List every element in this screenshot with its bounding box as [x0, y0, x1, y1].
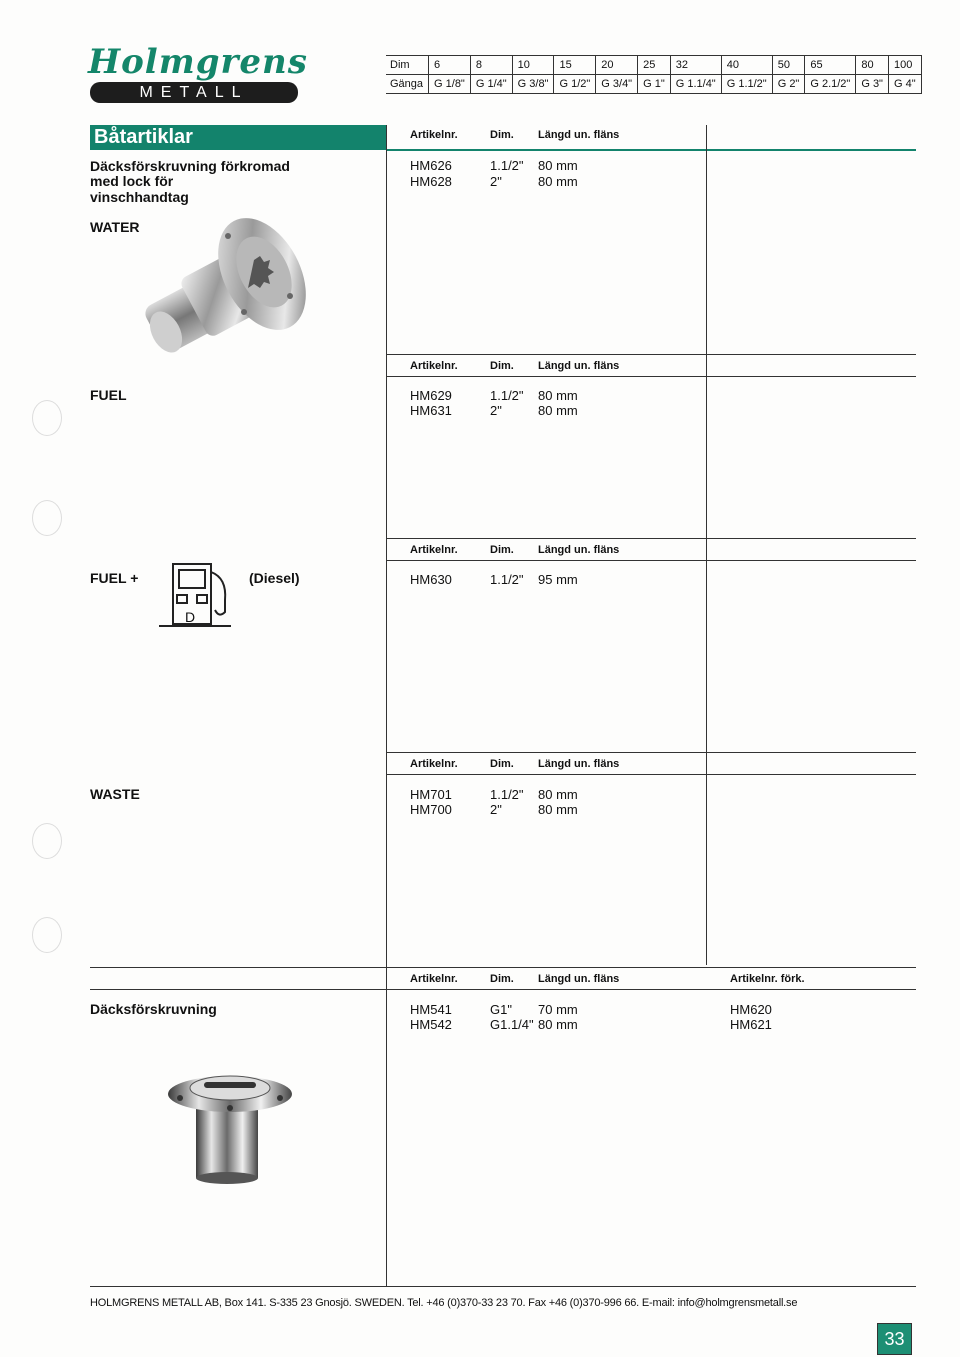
- deck-artnr: HM542: [410, 1017, 452, 1032]
- water-desc-line: vinschhandtag: [90, 189, 189, 205]
- waste-dim: 2": [490, 802, 502, 817]
- water-length: 80 mm: [538, 174, 578, 189]
- dim-cell: 32: [670, 56, 721, 75]
- col-header-length: Längd un. fläns: [538, 544, 620, 556]
- diesel-label: FUEL +: [90, 570, 139, 586]
- waste-dim: 1.1/2": [490, 787, 524, 802]
- dim-cell: 50: [772, 56, 805, 75]
- dim-cell: 15: [554, 56, 596, 75]
- diesel-length: 95 mm: [538, 572, 578, 587]
- col-header-dim: Dim.: [490, 544, 514, 556]
- col-header-length: Längd un. fläns: [538, 360, 620, 372]
- ganga-cell: G 3/8": [512, 75, 554, 94]
- deck-dim: G1": [490, 1002, 512, 1017]
- deck-artnr-fork: HM620: [730, 1002, 772, 1017]
- dim-cell: 10: [512, 56, 554, 75]
- row-rule: [386, 774, 916, 775]
- dim-cell: 8: [470, 56, 512, 75]
- column-divider: [386, 125, 387, 1287]
- ganga-cell: Gänga: [386, 75, 429, 94]
- deck-length: 80 mm: [538, 1017, 578, 1032]
- column-divider: [706, 125, 707, 965]
- ganga-cell: G 3": [856, 75, 889, 94]
- col-header-length: Längd un. fläns: [538, 973, 620, 985]
- fuel-length: 80 mm: [538, 403, 578, 418]
- dim-cell: 6: [429, 56, 471, 75]
- fuel-artnr: HM629: [410, 388, 452, 403]
- ganga-row: [386, 75, 921, 94]
- col-header-dim: Dim.: [490, 758, 514, 770]
- dim-cell: 25: [638, 56, 671, 75]
- pump-letter: D: [185, 609, 196, 625]
- fuel-dim: 2": [490, 403, 502, 418]
- water-length: 80 mm: [538, 158, 578, 173]
- col-header-dim: Dim.: [490, 973, 514, 985]
- ganga-cell: G 1": [638, 75, 671, 94]
- ganga-cell: G 1/4": [470, 75, 512, 94]
- fuel-length: 80 mm: [538, 388, 578, 403]
- deck-artnr: HM541: [410, 1002, 452, 1017]
- water-label: WATER: [90, 219, 140, 235]
- col-header-artnr-fork: Artikelnr. förk.: [730, 973, 805, 985]
- dim-cell: 80: [856, 56, 889, 75]
- binder-hole: [32, 400, 62, 436]
- dim-cell: 40: [721, 56, 772, 75]
- ganga-cell: G 2.1/2": [805, 75, 856, 94]
- ganga-cell: G 2": [772, 75, 805, 94]
- col-header-dim: Dim.: [490, 360, 514, 372]
- binder-hole: [32, 823, 62, 859]
- fuel-label: FUEL: [90, 387, 127, 403]
- diesel-artnr: HM630: [410, 572, 452, 587]
- deck-length: 70 mm: [538, 1002, 578, 1017]
- water-dim: 2": [490, 174, 502, 189]
- row-rule: [386, 752, 916, 753]
- dim-cell: 65: [805, 56, 856, 75]
- ganga-cell: G 4": [888, 75, 921, 94]
- deck-fitting-image: [140, 212, 310, 360]
- water-artnr: HM628: [410, 174, 452, 189]
- diesel-dim: 1.1/2": [490, 572, 524, 587]
- row-rule: [90, 989, 916, 990]
- water-desc-line: med lock för: [90, 173, 174, 189]
- diesel-note: (Diesel): [249, 570, 300, 586]
- col-header-dim: Dim.: [490, 129, 514, 141]
- ganga-cell: G 1/8": [429, 75, 471, 94]
- page-number: 33: [877, 1323, 912, 1355]
- fuel-dim: 1.1/2": [490, 388, 524, 403]
- col-header-artnr: Artikelnr.: [410, 360, 458, 372]
- col-header-artnr: Artikelnr.: [410, 129, 458, 141]
- row-rule: [90, 967, 916, 968]
- fuel-artnr: HM631: [410, 403, 452, 418]
- brand-logo-bar: METALL: [90, 82, 298, 103]
- row-rule: [386, 376, 916, 377]
- waste-label: WASTE: [90, 786, 140, 802]
- water-desc-line: Däcksförskruvning förkromad: [90, 158, 290, 174]
- section-title: Båtartiklar: [94, 126, 193, 148]
- deck-dim: G1.1/4": [490, 1017, 534, 1032]
- footer-address: HOLMGRENS METALL AB, Box 141. S-335 23 Gnosjö. SWEDEN. Tel. +46 (0)370-33 23 70. Fax +46 (0)370-996 66. E-mail: info@holmgrensmetall.se: [90, 1297, 798, 1309]
- deck-artnr-fork: HM621: [730, 1017, 772, 1032]
- ganga-cell: G 1.1/4": [670, 75, 721, 94]
- col-header-length: Längd un. fläns: [538, 129, 620, 141]
- section-header: [90, 125, 386, 150]
- water-artnr: HM626: [410, 158, 452, 173]
- brand-logo-script: Holmgrens: [88, 42, 308, 82]
- col-header-artnr: Artikelnr.: [410, 973, 458, 985]
- ganga-cell: G 1.1/2": [721, 75, 772, 94]
- row-rule: [386, 354, 916, 355]
- deck-fitting-image: [160, 1058, 300, 1186]
- waste-length: 80 mm: [538, 787, 578, 802]
- binder-hole: [32, 500, 62, 536]
- col-header-artnr: Artikelnr.: [410, 758, 458, 770]
- col-header-artnr: Artikelnr.: [410, 544, 458, 556]
- footer-rule: [90, 1286, 916, 1287]
- deck-label: Däcksförskruvning: [90, 1001, 217, 1017]
- row-rule: [386, 560, 916, 561]
- col-header-length: Längd un. fläns: [538, 758, 620, 770]
- dim-row: [386, 56, 921, 75]
- dim-cell: Dim: [386, 56, 429, 75]
- waste-artnr: HM701: [410, 787, 452, 802]
- dimension-table: [386, 55, 922, 94]
- binder-hole: [32, 917, 62, 953]
- waste-artnr: HM700: [410, 802, 452, 817]
- ganga-cell: G 3/4": [596, 75, 638, 94]
- dim-cell: 20: [596, 56, 638, 75]
- header-rule: [386, 149, 916, 151]
- ganga-cell: G 1/2": [554, 75, 596, 94]
- row-rule: [386, 538, 916, 539]
- waste-length: 80 mm: [538, 802, 578, 817]
- water-dim: 1.1/2": [490, 158, 524, 173]
- dim-cell: 100: [888, 56, 921, 75]
